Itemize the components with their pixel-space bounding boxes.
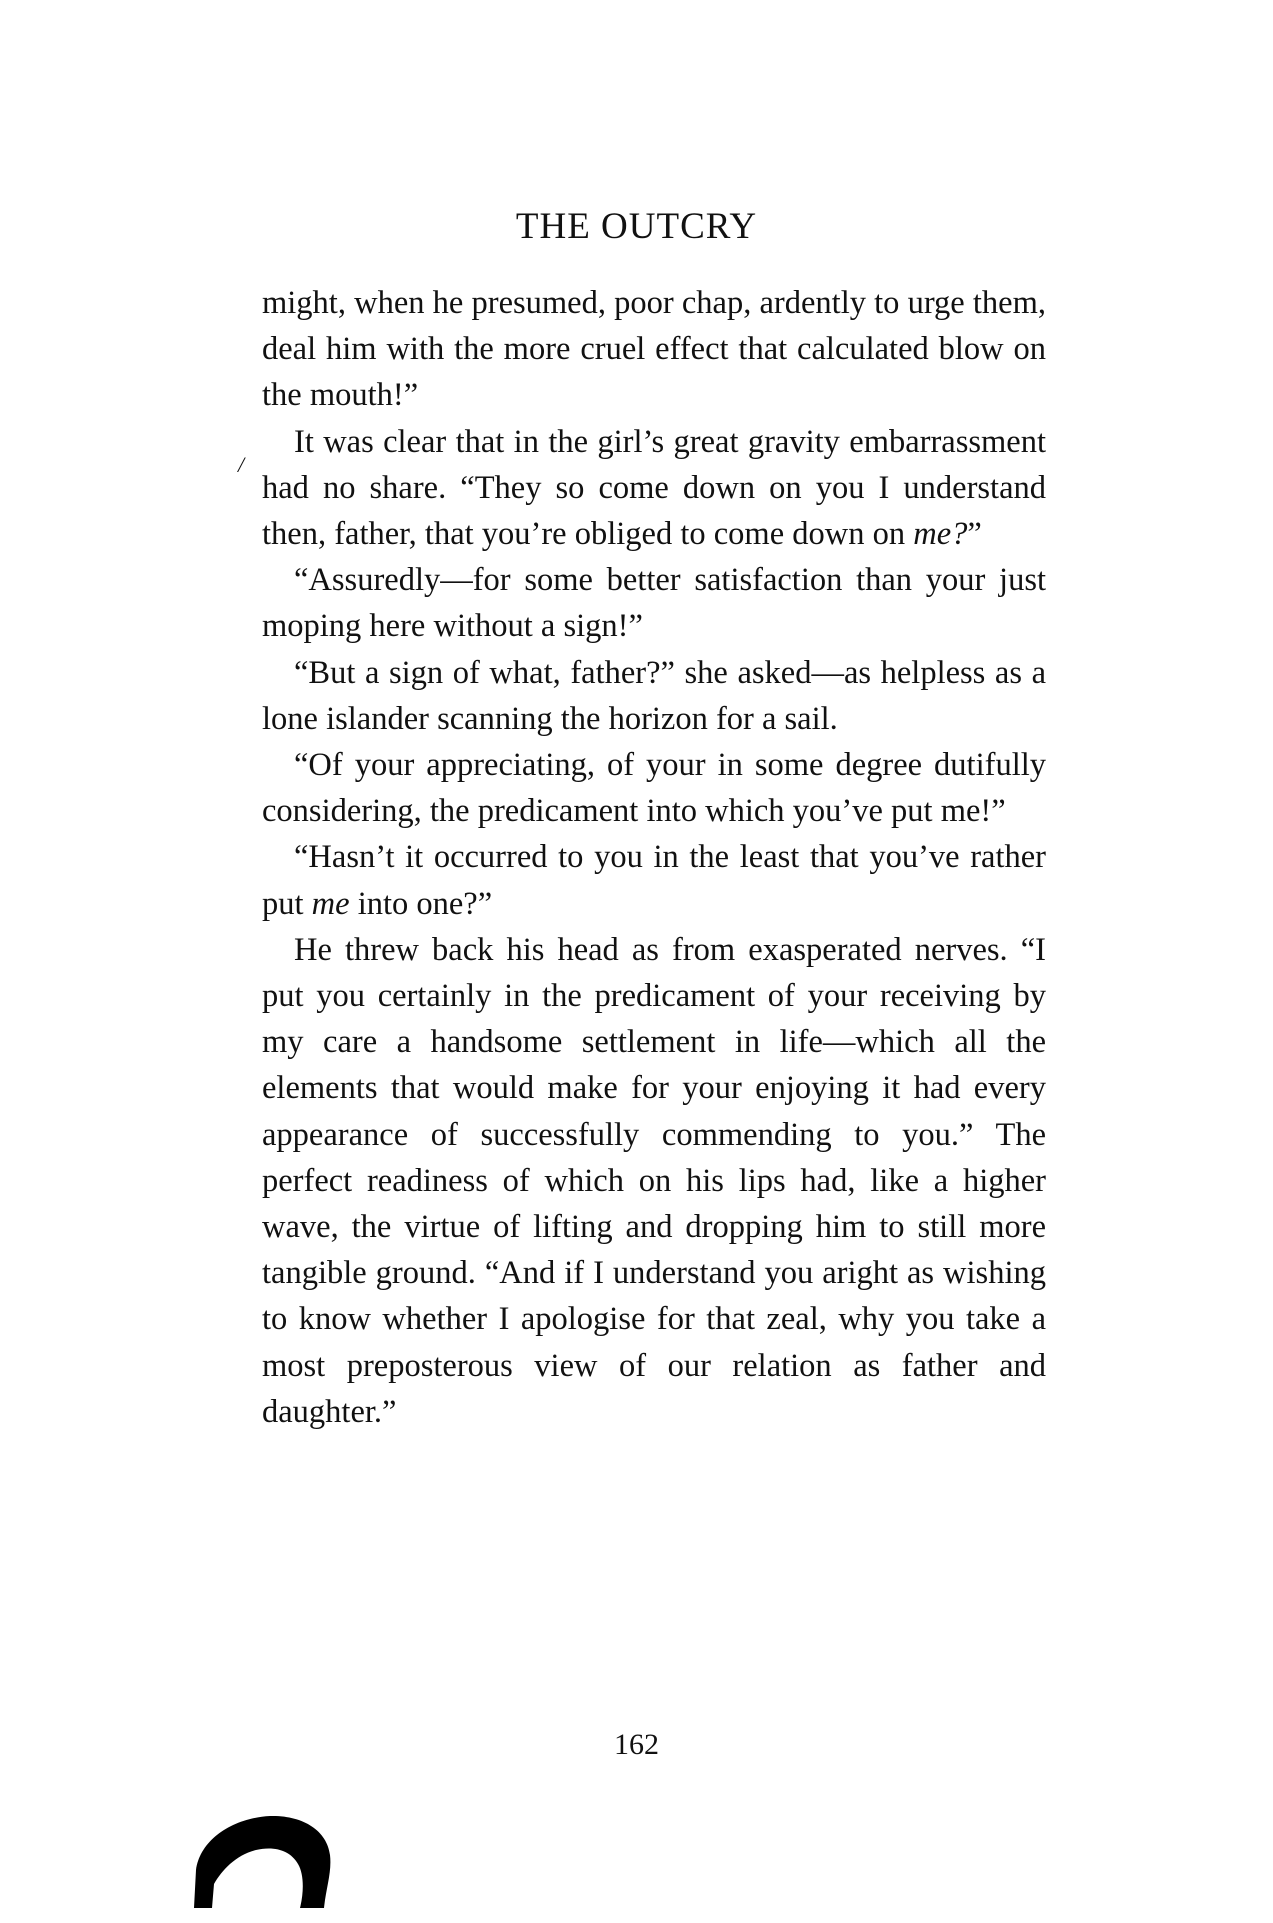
paragraph-1: might, when he presumed, poor chap, ardently to urge them, deal him with the more cruel effect that calculated blow on the mouth!”: [262, 285, 1046, 414]
paragraph-3: “Assuredly—for some better satisfaction than your just moping here without a sign!”: [262, 562, 1046, 645]
page-number: 162: [614, 1728, 659, 1761]
paragraph-2: [262, 419, 1046, 558]
margin-mark: /: [238, 452, 245, 477]
paragraph-6: [262, 834, 1046, 926]
paragraph-4: “But a sign of what, father?” she asked—as helpless as a lone islander scanning the horizon for a sail.: [262, 654, 1046, 737]
page-body: [262, 280, 1046, 1435]
ink-blot-mark: [192, 1800, 337, 1910]
paragraph-2-emphasis: me?: [913, 516, 968, 553]
paragraph-5: “Of your appreciating, of your in some degree dutifully considering, the predicament into which you’ve put me!”: [262, 747, 1046, 830]
paragraph-2-closing: ”: [967, 516, 982, 553]
paragraph-7: He threw back his head as from exasperated nerves. “I put you certainly in the predicament of your receiving by my care a handsome settlement in life—which all the elements that would make for your enjoying it had every appearance of successfully commending to you.” The perfect readiness of which on his lips had, like a higher wave, the virtue of lifting and dropping him to still more tangible ground. “And if I understand you aright as wishing to know whether I apologise for that zeal, why you take a most preposterous view of our relation as father and daughter.”: [262, 931, 1046, 1430]
paragraph-6-emphasis: me: [311, 885, 350, 922]
running-title: THE OUTCRY: [515, 206, 758, 247]
paragraph-6-closing: into one?”: [349, 885, 493, 922]
paragraph-6-text: “Hasn’t it occurred to you in the least that you’ve rather put: [262, 839, 1046, 922]
paragraph-2-text: It was clear that in the girl’s great gravity embarrassment had no share. “They so come down on you I understand then, father, that you’re obliged to come down on: [262, 423, 1046, 553]
